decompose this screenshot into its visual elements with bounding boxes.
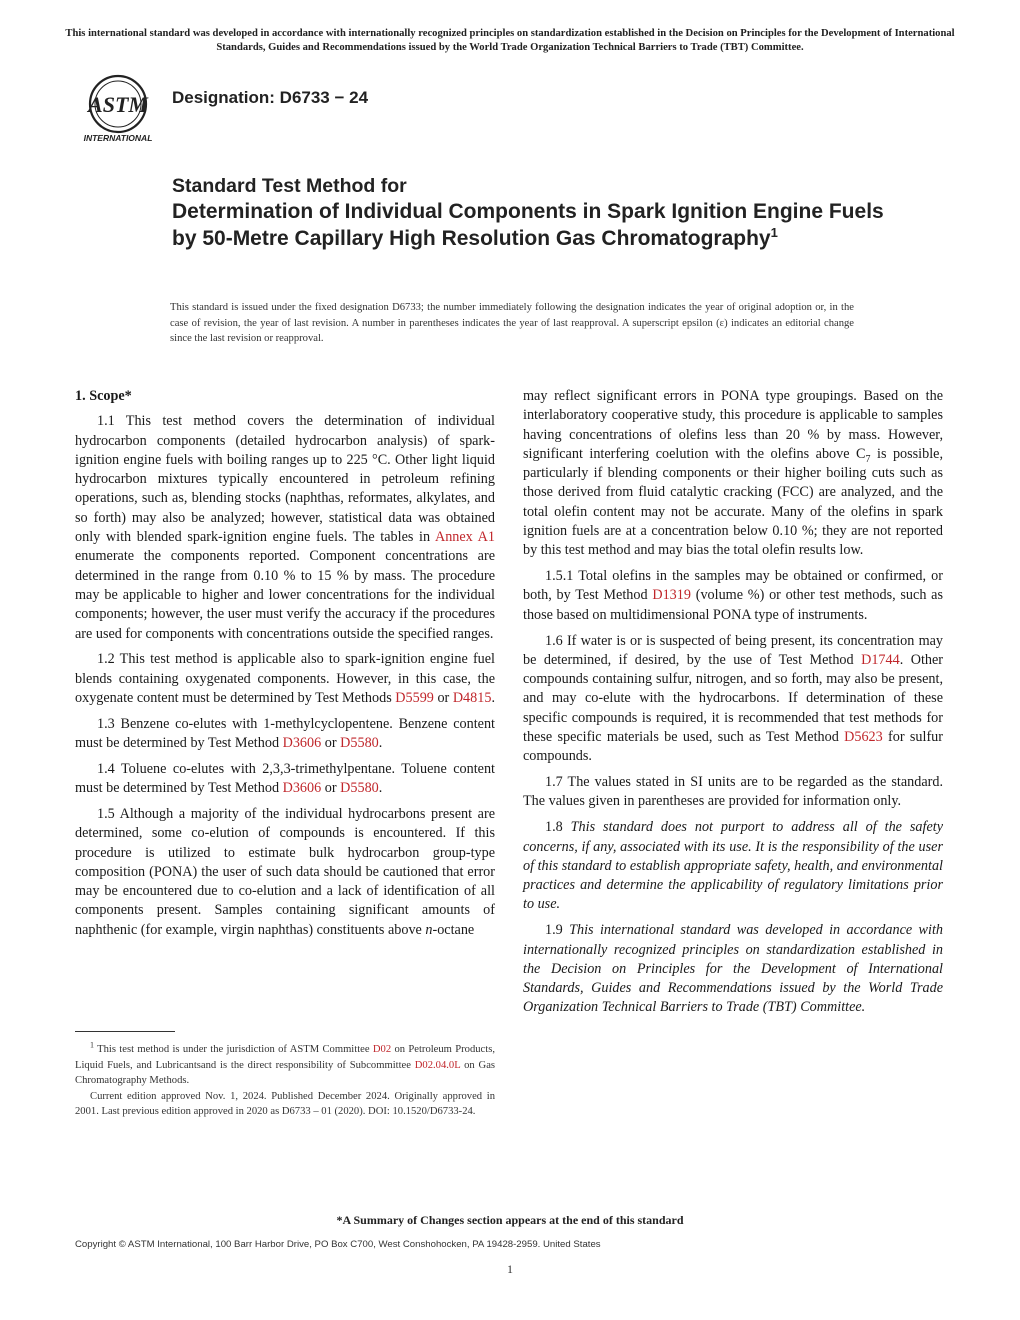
footnotes <box>75 1042 495 1120</box>
para-1-6-text-b: . Other compounds containing sulfur, nitrogen, and so forth, may also be present, and may co-elute with the hydrocarbons. If determination of these specific compounds is required, it is recommended that test methods for these specific materials be used, such as Test Method <box>523 651 944 746</box>
summary-note: *A Summary of Changes section appears at the end of this standard <box>336 1213 684 1227</box>
left-column <box>75 387 495 947</box>
para-1-5-1-text-b: (volume %) or other test methods, such as those based on multidimensional PONA type of instruments. <box>523 587 943 623</box>
link-d02-04-0l[interactable]: D02.04.0L <box>414 1059 461 1071</box>
para-1-2 <box>75 650 495 708</box>
link-d3606[interactable]: D3606 <box>282 780 322 797</box>
copyright: Copyright © ASTM International, 100 Barr Harbor Drive, PO Box C700, West Conshohocken, PA 19428-2959. United States <box>75 1239 601 1250</box>
para-1-7: 1.7 The values stated in SI units are to be regarded as the standard. The values given in parentheses are provided for information only. <box>523 774 943 810</box>
issue-note: This standard is issued under the fixed designation D6733; the number immediately following the designation indicates the year of original adoption or, in the case of revision, the year of last revision. A number in parentheses indicates the year of last reapproval. A superscript epsilon (ε) indicates an editorial change since the last revision or reapproval. <box>170 302 854 344</box>
link-d1744[interactable]: D1744 <box>861 651 900 668</box>
para-1-9-text: This international standard was developed in accordance with internationally recognized principles on standardization established in the Decision on Principles for the Development of International Standards, Guides and Recommendations issued by the World Trade Organization Technical Barriers to Trade (TBT) Committee. <box>523 922 943 1016</box>
para-1-5 <box>75 805 495 940</box>
section-heading-scope: 1. Scope* <box>75 388 132 404</box>
footnote-1 <box>75 1042 495 1089</box>
para-1-6-text: 1.6 If water is or is suspected of being present, its concentration may be determined, if desired, by the use of Test Method <box>523 632 943 668</box>
title-line1: Standard Test Method for <box>172 175 407 197</box>
link-d5580[interactable]: D5580 <box>340 735 379 752</box>
para-1-4 <box>75 760 495 799</box>
para-1-9 <box>523 921 943 1017</box>
link-d5599[interactable]: D5599 <box>395 689 434 706</box>
para-1-9-number: 1.9 <box>545 922 563 939</box>
footnote-1-text: This test method is under the jurisdiction of ASTM Committee <box>97 1044 370 1055</box>
astm-logo-text: ASTM <box>88 92 148 117</box>
link-d1319[interactable]: D1319 <box>652 587 691 604</box>
right-column <box>523 387 943 1024</box>
para-1-8-text: This standard does not purport to address all of the safety concerns, if any, associated with its use. It is the responsibility of the user of this standard to establish appropriate safety, health, and environmental practices and determine the applicability of regulatory limitations prior to use. <box>523 819 943 913</box>
para-1-5-text: 1.5 Although a majority of the individual hydrocarbons present are determined, some co-elution of compounds is encountered. If this procedure is utilized to estimate bulk hydrocarbon group-type composition (PONA) the user of such data should be cautioned that error may be encountered due to co-elution and a lack of identification of all components present. Samples containing significant amounts of naphthenic (for example, virgin naphthas) constituents above <box>75 805 495 938</box>
footnote-2: Current edition approved Nov. 1, 2024. Published December 2024. Originally approved in 2001. Last previous edition approved in 2020 as D6733 – 01 (2020). DOI: 10.1520/D6733-24. <box>75 1090 495 1117</box>
para-1-4-end: . <box>378 780 383 797</box>
para-1-5-cont-text-b: is possible, particularly if blending components or their higher boiling cuts such as those derived from fluid catalytic cracking (FCC) are analyzed, and the total olefin content may not be accurate. Many of the olefins in spark ignition fuels are at a concentration below 0.10 %; they are not reported by this test method and may bias the total olefin results low. <box>523 445 944 559</box>
para-1-2-end: . <box>491 689 495 706</box>
para-1-6-text-c: for sulfur compounds. <box>523 729 943 765</box>
para-1-3-or: or <box>324 735 337 752</box>
link-d5623[interactable]: D5623 <box>844 729 883 746</box>
para-1-2-text: 1.2 This test method is applicable also to spark-ignition engine fuel blends containing oxygenated components. However, in this case, the oxygenate content must be determined by Test Methods <box>75 651 495 706</box>
link-d5580[interactable]: D5580 <box>340 780 379 797</box>
para-1-1 <box>75 412 495 644</box>
footnote-1-text-b: on Petroleum Products, Liquid Fuels, and Lubricantsand is the direct responsibility of Subcommittee <box>75 1044 495 1071</box>
link-d4815[interactable]: D4815 <box>452 689 492 706</box>
para-1-3-text: 1.3 Benzene co-elutes with 1-methylcyclopentene. Benzene content must be determined by Test Method <box>75 715 495 752</box>
title-footnote-mark: 1 <box>770 225 778 240</box>
link-d3606[interactable]: D3606 <box>282 735 322 752</box>
para-1-4-or: or <box>324 780 337 797</box>
link-d02[interactable]: D02 <box>372 1044 392 1055</box>
title-block <box>172 174 892 252</box>
subscript-7: 7 <box>865 453 871 465</box>
astm-logo-icon <box>74 74 162 144</box>
designation: Designation: D6733 − 24 <box>172 88 369 107</box>
para-1-5-octane: -octane <box>432 921 475 938</box>
top-notice: This international standard was developed in accordance with internationally recognized principles on standardization established in the Decision on Principles for the Development of International Standards, Guides and Recommendations issued by the World Trade Organization Technical Barriers to Trade (TBT) Committee. <box>65 28 955 53</box>
para-1-5-1 <box>523 567 943 625</box>
para-1-8-number: 1.8 <box>545 819 563 836</box>
footnote-rule <box>75 1031 175 1032</box>
astm-logo-subtext: INTERNATIONAL <box>83 133 153 143</box>
title-main-text: Determination of Individual Components in Spark Ignition Engine Fuels by 50-Metre Capillary High Resolution Gas Chromatography <box>172 200 884 250</box>
para-1-5-continued <box>523 387 943 561</box>
title-main <box>172 198 892 252</box>
link-annex-a1[interactable]: Annex A1 <box>434 529 495 546</box>
para-1-5-cont-text: may reflect significant errors in PONA type groupings. Based on the interlaboratory cooperative study, this procedure is applicable to samples having concentrations of olefins less than 20 % by mass. However, significant interfering coelution with the olefins above C <box>523 388 943 462</box>
footnote-1-text-c: on Gas Chromatography Methods. <box>75 1059 496 1086</box>
page-number: 1 <box>507 1262 513 1276</box>
para-1-3 <box>75 715 495 754</box>
para-1-2-or: or <box>437 689 450 706</box>
para-1-3-end: . <box>378 735 383 752</box>
footnote-mark: 1 <box>90 1040 94 1050</box>
para-1-8 <box>523 818 943 914</box>
para-1-6 <box>523 632 943 767</box>
para-1-1-text: 1.1 This test method covers the determination of individual hydrocarbon components (detailed hydrocarbon analysis) of spark-ignition engine fuels with boiling ranges up to 225 °C. Other light liquid hydrocarbon mixtures typically encountered in petroleum refining operations, such as, blending stocks (naphthas, reformates, alkylates, and so forth) may also be analyzed; however, statistical data was obtained only with blended spark-ignition engine fuels. The tables in <box>75 413 495 546</box>
para-1-5-n: n <box>425 921 433 938</box>
para-1-5-1-text: 1.5.1 Total olefins in the samples may be obtained or confirmed, or both, by Test Method <box>523 568 943 604</box>
astm-logo <box>74 74 162 144</box>
para-1-1-text-b: enumerate the components reported. Component concentrations are determined in the range from 0.10 % to 15 % by mass. The procedure may be applicable to higher and lower concentrations for the individual components; however, the user must verify the accuracy if the procedures are used for components with concentrations outside the specified ranges. <box>75 548 495 642</box>
para-1-4-text: 1.4 Toluene co-elutes with 2,3,3-trimethylpentane. Toluene content must be determined by Test Method <box>75 760 495 797</box>
